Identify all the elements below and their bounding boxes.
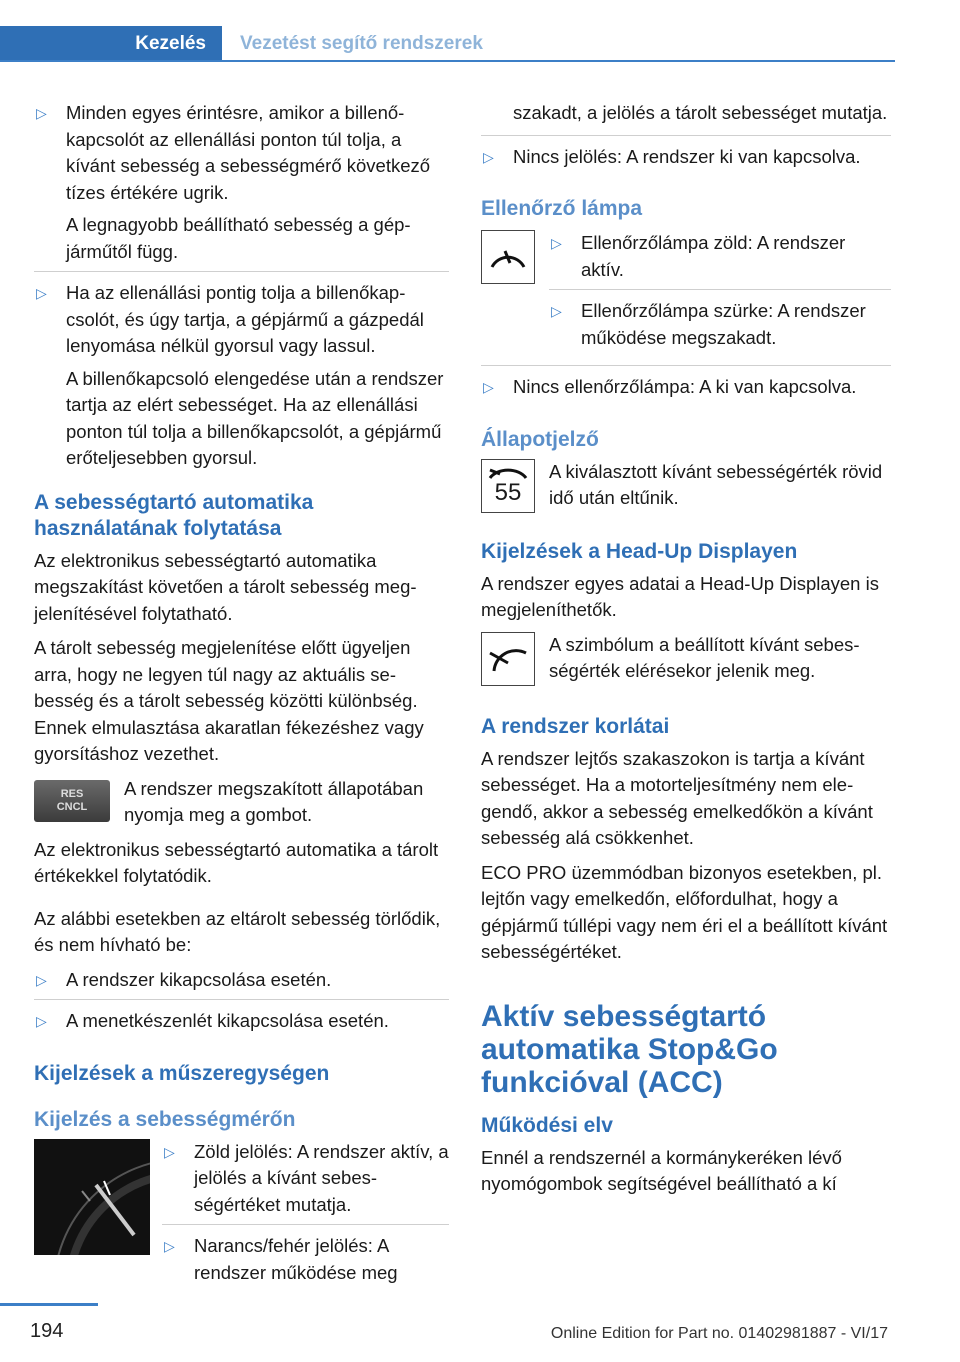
paragraph: Az elektronikus sebességtartó automatika a tárolt értékekkel folytatódik. <box>34 838 439 886</box>
tab-vezetest-segito <box>240 26 483 62</box>
bullet-triangle-icon: ▷ <box>483 148 494 165</box>
section-heading-principle: Működési elv <box>481 1113 613 1137</box>
list-item <box>34 1008 449 1035</box>
divider <box>549 289 891 290</box>
bullet-triangle-icon: ▷ <box>36 285 47 301</box>
bullet-text: Ha az ellenállási pontig tolja a billenőkapcsolót, és úgy tartja, a gépjármű a gázpedál lenyomása nélkül gyorsul vagy lassul. <box>66 282 424 356</box>
paragraph: Ennél a rendszernél a kormánykeréken lévő nyomógombok segítségével beállítható a kí <box>481 1146 842 1194</box>
lamp-bullets <box>549 230 891 357</box>
list-item <box>162 1139 449 1219</box>
hud-row <box>481 632 891 686</box>
list-item <box>481 374 891 401</box>
list-item <box>162 1233 449 1286</box>
bullet-triangle-icon: ▷ <box>164 1143 175 1160</box>
bullet-text: A rendszer kikapcsolása esetén. <box>66 968 332 990</box>
res-cncl-row <box>34 776 449 829</box>
paragraph: Az elektronikus sebességtartó automatika megszakítást követően a tárolt sebesség megjelenítésével folytatható. <box>34 549 417 624</box>
cruise-lamp-icon <box>481 230 535 284</box>
chapter-heading-acc: Aktív sebességtartó automatika Stop&Go funkcióval (ACC) <box>481 999 778 1099</box>
bullet-subtext: A billenőkapcsoló elengedése után a rendszer tartja az elért sebességet. Ha az ellenállási ponton túl tolja a billenőkapcsolót, a gépjármű erőteljesebben gyorsul. <box>66 367 444 468</box>
speed-status-icon <box>481 459 535 513</box>
section-heading-hud: Kijelzések a Head-Up Displayen <box>481 539 798 563</box>
paragraph: Az alábbi esetekben az eltárolt sebesség törlődik, és nem hívható be: <box>34 907 441 955</box>
divider <box>162 1224 449 1225</box>
bullet-triangle-icon: ▷ <box>36 971 47 988</box>
paragraph: A rendszer egyes adatai a Head-Up Displayen is megjeleníthetők. <box>481 572 879 620</box>
bullet-subtext: A legnagyobb beállítható sebesség a gépjárműtől függ. <box>66 214 411 262</box>
tab-kezeles <box>0 26 222 62</box>
footer-rule <box>0 1303 98 1306</box>
header-rule <box>0 60 895 62</box>
bullet-text: Ellenőrzőlámpa zöld: A rendszer aktív. <box>581 232 846 280</box>
speedo-bullets <box>162 1139 449 1293</box>
bullet-triangle-icon: ▷ <box>551 235 562 251</box>
continued-text: szakadt, a jelölés a tárolt sebességet mutatja. <box>513 102 888 123</box>
list-item <box>34 967 449 994</box>
bullet-triangle-icon: ▷ <box>483 379 494 395</box>
tab-label: Kezelés <box>135 33 206 54</box>
bullet-text: Narancs/fehér jelölés: A rendszer működése meg <box>194 1235 398 1283</box>
res-cncl-button-icon <box>34 780 110 822</box>
section-heading-resume: A sebességtartó automatika használatának folytatása <box>34 490 314 540</box>
divider <box>34 999 449 1000</box>
bullet-text: Zöld jelölés: A rendszer aktív, a jelölés a kívánt sebességértéket mutatja. <box>194 1140 449 1215</box>
list-item <box>481 144 891 171</box>
bullet-triangle-icon: ▷ <box>551 303 562 319</box>
page-number: 194 <box>30 1320 64 1342</box>
bullet-triangle-icon: ▷ <box>36 105 47 121</box>
section-heading-limits: A rendszer korlátai <box>481 714 670 738</box>
divider <box>481 365 891 366</box>
divider <box>481 135 891 136</box>
right-column <box>481 100 891 1206</box>
paragraph: A rendszer lejtős szakaszokon is tartja a kívánt sebességet. Ha a motorteljesítmény nem elegendő, akkor a sebesség emelkedőkön a kívánt sebesség alá csökkenhet. <box>481 747 873 848</box>
section-heading-status: Állapotjelző <box>481 427 599 451</box>
list-item <box>34 100 449 265</box>
paragraph: ECO PRO üzemmódban bizonyos esetekben, pl. lejtőn vagy emelkedőn, előfordulhat, hogy a gépjármű túllépi vagy nem éri el a beállított kívánt sebességértéket. <box>481 861 888 962</box>
edition-note: Online Edition for Part no. 01402981887 - VI/17 <box>550 1325 888 1342</box>
status-text: A kiválasztott kívánt sebességérték rövid idő után eltűnik. <box>549 460 883 508</box>
bullet-text: Nincs jelölés: A rendszer ki van kapcsolva. <box>513 145 861 167</box>
lamp-row <box>481 230 891 357</box>
res-label: RES <box>60 787 84 800</box>
res-cncl-text: A rendszer megszakított állapotában nyomja meg a gombot. <box>124 777 424 825</box>
divider <box>34 271 449 272</box>
speedometer-row <box>34 1139 449 1293</box>
list-item <box>34 280 449 472</box>
section-heading-lamp: Ellenőrző lámpa <box>481 197 643 220</box>
subsection-heading-speedo: Kijelzés a sebességmérőn <box>34 1107 296 1131</box>
speedometer-image <box>34 1139 150 1255</box>
list-item <box>549 230 891 283</box>
paragraph: A tárolt sebesség megjelenítése előtt ügyeljen arra, hogy ne legyen túl nagy az aktuális sebesség és a tárolt sebesség közötti különbség. Ennek elmulasztása akaratlan fékezéshez vagy gyorsításhoz vezethet. <box>34 637 424 764</box>
list-item <box>549 298 891 351</box>
bullet-triangle-icon: ▷ <box>164 1238 175 1254</box>
cncl-label: CNCL <box>56 800 88 813</box>
speedometer-needle-icon <box>34 1139 150 1255</box>
status-row <box>481 459 891 513</box>
status-number: 55 <box>494 478 522 506</box>
bullet-text: Ellenőrzőlámpa szürke: A rendszer működése megszakadt. <box>581 300 866 348</box>
bullet-text: Nincs ellenőrzőlámpa: A ki van kapcsolva. <box>513 376 857 397</box>
hud-speed-icon <box>481 632 535 686</box>
left-column <box>34 100 449 1300</box>
bullet-text: Minden egyes érintésre, amikor a billenőkapcsolót az ellenállási ponton túl tolja, a kívánt sebesség a sebességmérő következő tízes értékére ugrik. <box>66 102 431 203</box>
bullet-text: A menetkészenlét kikapcsolása esetén. <box>66 1010 389 1031</box>
hud-text: A szimbólum a beállított kívánt sebességérték elérésekor jelenik meg. <box>549 633 860 681</box>
tab-label: Vezetést segítő rendszerek <box>240 33 483 54</box>
section-heading-display: Kijelzések a műszeregységen <box>34 1061 330 1085</box>
bullet-triangle-icon: ▷ <box>36 1013 47 1029</box>
